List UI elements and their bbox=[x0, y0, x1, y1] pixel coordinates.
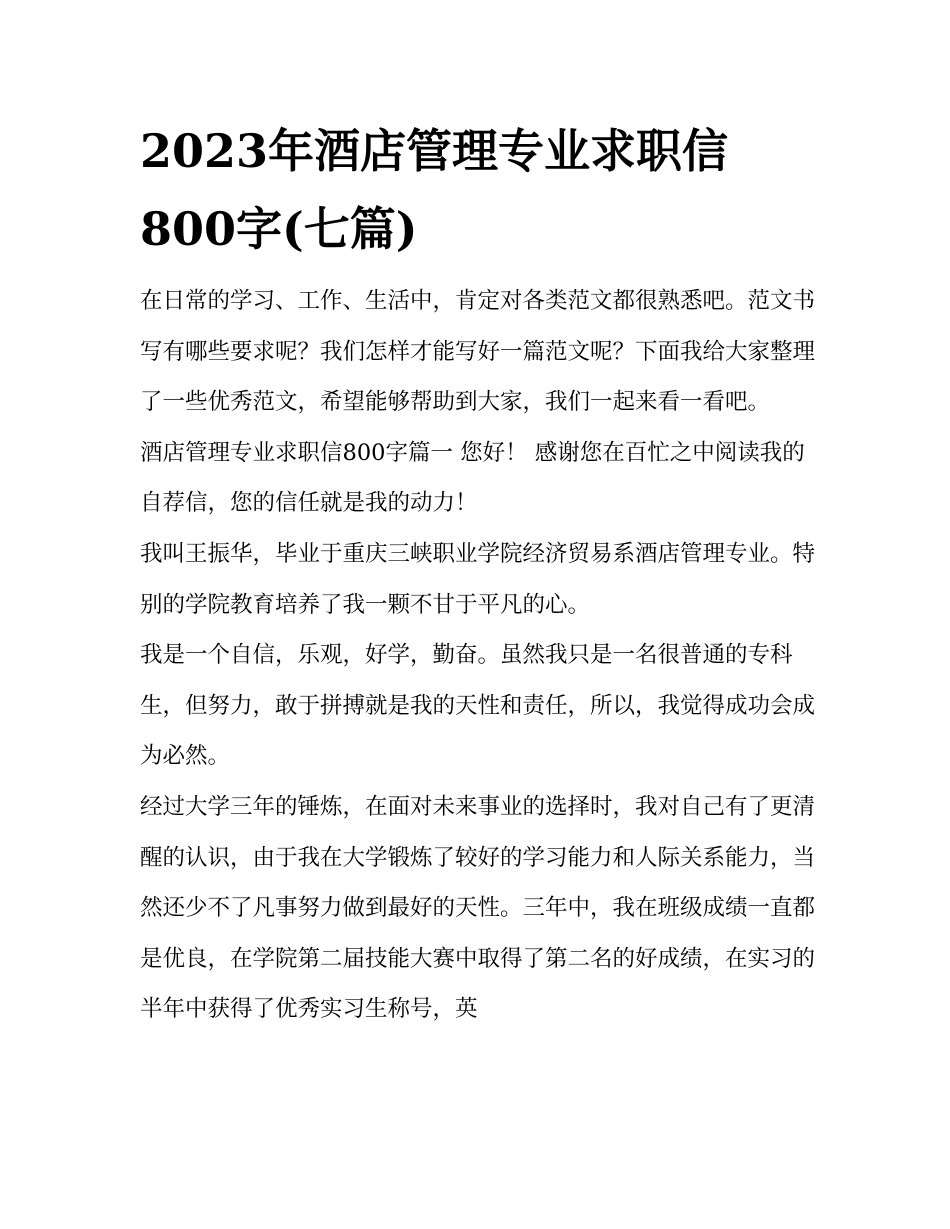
paragraph-personality: 我是一个自信，乐观，好学，勤奋。虽然我只是一名很普通的专科生，但努力，敢于拼搏就是我的天性和责任，所以，我觉得成功会成为必然。 bbox=[140, 642, 816, 770]
paragraph-greeting: 酒店管理专业求职信800字篇一 您好！ 感谢您在百忙之中阅读我的自荐信，您的信任就是我的动力！ bbox=[140, 439, 805, 517]
title-line-2: 800字(七篇) bbox=[140, 202, 418, 256]
paragraph-intro: 在日常的学习、工作、生活中，肯定对各类范文都很熟悉吧。范文书写有哪些要求呢？我们怎样才能写好一篇范文呢？下面我给大家整理了一些优秀范文，希望能够帮助到大家，我们一起来看一看吧。 bbox=[140, 288, 816, 416]
paragraph-self-intro: 我叫王振华，毕业于重庆三峡职业学院经济贸易系酒店管理专业。特别的学院教育培养了我一颗不甘于平凡的心。 bbox=[140, 540, 816, 618]
document-body bbox=[140, 276, 820, 1035]
document-title bbox=[140, 112, 820, 268]
paragraph-experience: 经过大学三年的锤炼，在面对未来事业的选择时，我对自己有了更清醒的认识，由于我在大学锻炼了较好的学习能力和人际关系能力，当然还少不了凡事努力做到最好的天性。三年中，我在班级成绩一直都是优良，在学院第二届技能大赛中取得了第二名的好成绩，在实习的半年中获得了优秀实习生称号，英 bbox=[140, 793, 816, 1023]
title-line-1: 2023年酒店管理专业求职信 bbox=[140, 124, 729, 178]
